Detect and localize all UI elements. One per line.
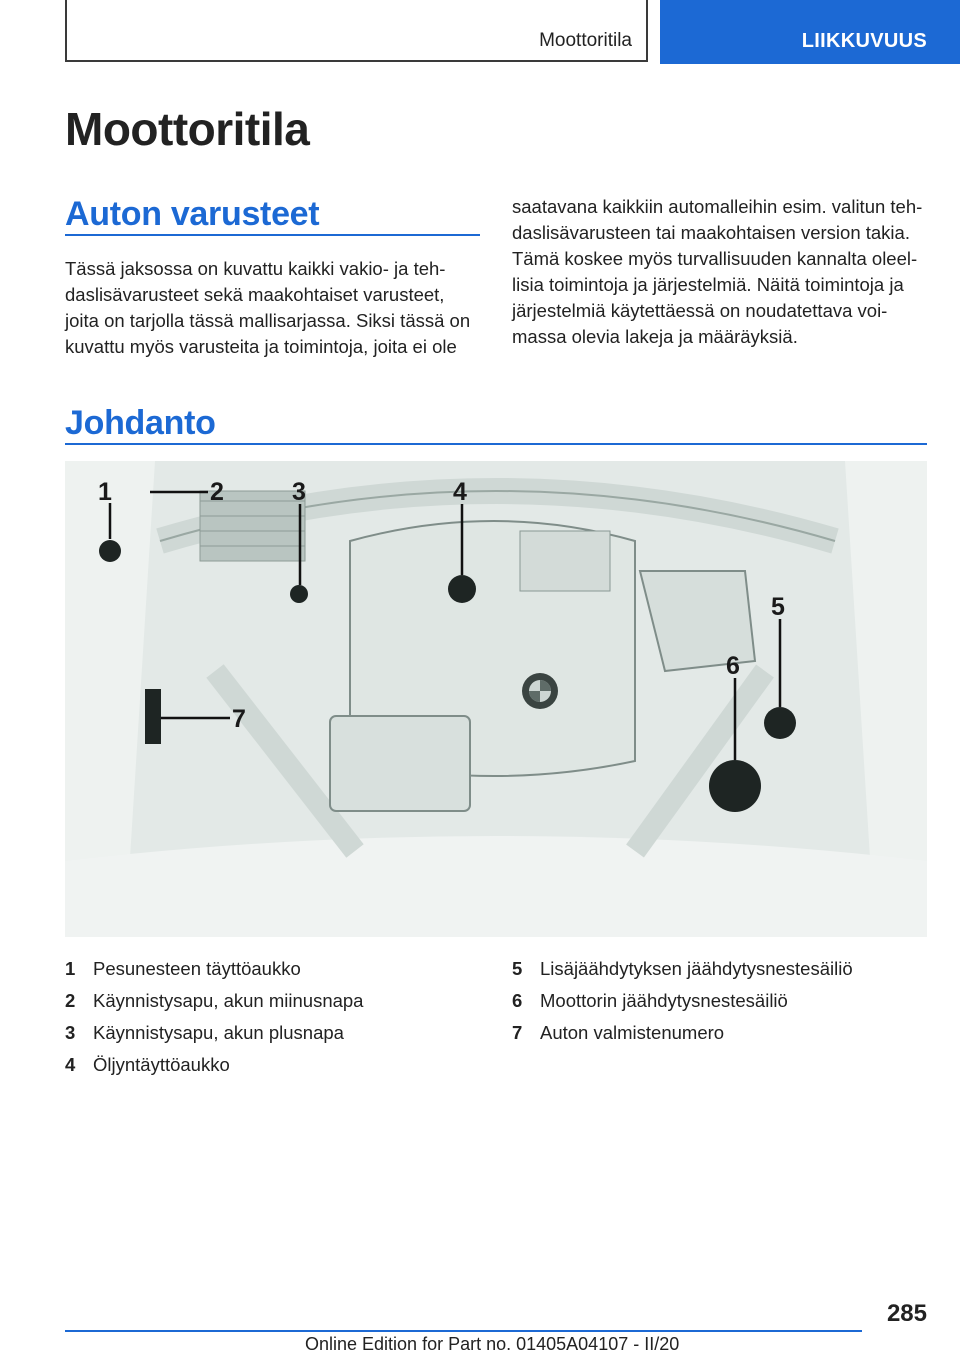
text-line: kuvattu myös varusteita ja toimintoja, joita ei ole: [65, 336, 457, 357]
section-rule-equipment: [65, 234, 480, 236]
legend-num: 4: [65, 1054, 76, 1075]
page-number: 285: [886, 1300, 927, 1327]
text-line: joita on tarjolla tässä mallisarjassa. Siksi tässä on: [65, 310, 471, 331]
header-chapter-tab[interactable]: [660, 0, 960, 64]
section-heading-intro: Johdanto: [65, 404, 216, 442]
callout-2: 2: [210, 478, 224, 506]
engine-bay-illustration: [65, 461, 927, 937]
legend-item: [65, 1017, 363, 1049]
callout-3: 3: [292, 478, 306, 506]
legend-text: Käynnistysapu, akun plusnapa: [93, 1022, 344, 1043]
text-line: daslisävarusteen tai maakohtaisen version takia.: [512, 222, 910, 243]
text-line: daslisävarusteet sekä maakohtaiset varusteet,: [65, 284, 445, 305]
legend-item: [65, 1049, 363, 1081]
footer-rule: [65, 1330, 862, 1332]
legend-item: [65, 985, 363, 1017]
legend-num: 6: [512, 990, 523, 1011]
callout-5: 5: [771, 593, 785, 621]
legend-text: Käynnistysapu, akun miinusnapa: [93, 990, 364, 1011]
page-title: Moottoritila: [65, 103, 310, 155]
callout-6: 6: [726, 652, 740, 680]
legend-num: 1: [65, 958, 76, 979]
equipment-text-left: [65, 256, 470, 360]
text-line: saatavana kaikkiin automalleihin esim. valitun teh‐: [512, 196, 923, 217]
legend-num: 2: [65, 990, 76, 1011]
header-chapter-label: LIIKKUVUUS: [801, 29, 927, 52]
legend-right: [512, 953, 853, 1049]
legend-item: [65, 953, 363, 985]
legend-text: Auton valmistenumero: [540, 1022, 725, 1043]
section-rule-intro: [65, 443, 927, 445]
legend-num: 7: [512, 1022, 523, 1043]
engine-bay-drawing: [65, 461, 927, 937]
text-line: Tässä jaksossa on kuvattu kaikki vakio- ja teh‐: [65, 258, 446, 279]
legend-item: [512, 1017, 853, 1049]
callout-4: 4: [453, 478, 467, 506]
text-line: massa olevia lakeja ja määräyksiä.: [512, 326, 798, 347]
header-section-title: Moottoritila: [539, 30, 632, 51]
footer-edition-link[interactable]: Online Edition for Part no. 01405A04107 - II/20: [305, 1334, 680, 1354]
text-line: lisia toimintoja ja järjestelmiä. Näitä toimintoja ja: [512, 274, 904, 295]
legend-text: Öljyntäyttöaukko: [93, 1054, 230, 1075]
header-section-box: [65, 0, 648, 62]
legend-num: 3: [65, 1022, 76, 1043]
legend-item: [512, 985, 853, 1017]
legend-item: [512, 953, 853, 985]
text-line: järjestelmiä käytettäessä on noudatettava voi‐: [512, 300, 888, 321]
legend-num: 5: [512, 958, 523, 979]
text-line: Tämä koskee myös turvallisuuden kannalta oleel‐: [512, 248, 918, 269]
legend-left: [65, 953, 363, 1081]
equipment-text-right: [512, 194, 922, 350]
legend-text: Moottorin jäähdytysnestesäiliö: [540, 990, 788, 1011]
callout-7: 7: [232, 705, 246, 733]
section-heading-equipment: Auton varusteet: [65, 195, 320, 233]
callout-1: 1: [98, 478, 112, 506]
legend-text: Pesunesteen täyttöaukko: [93, 958, 301, 979]
legend-text: Lisäjäähdytyksen jäähdytysnestesäiliö: [540, 958, 853, 979]
